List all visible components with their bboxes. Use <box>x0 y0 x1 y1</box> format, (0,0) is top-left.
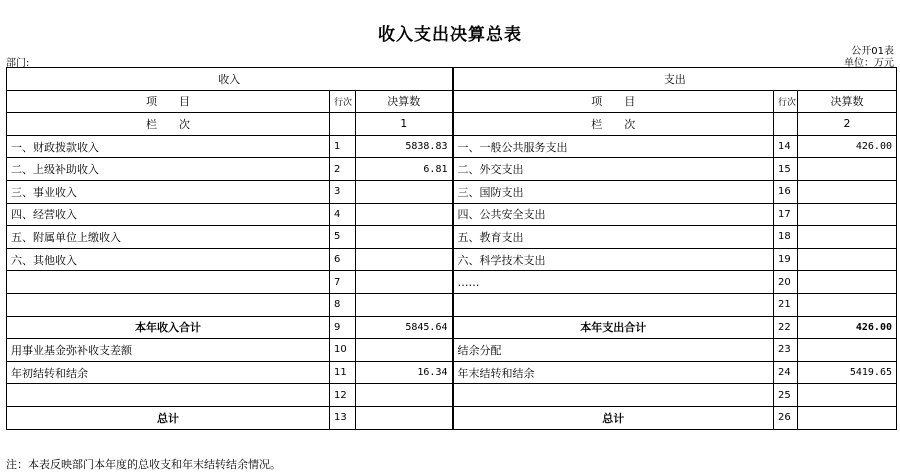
income-amount <box>356 293 453 316</box>
expense-amount <box>798 406 897 429</box>
expense-line-number: 15 <box>774 158 798 181</box>
income-item: 总计 <box>7 406 330 429</box>
income-line-number: 6 <box>330 248 356 271</box>
expense-item: 本年支出合计 <box>453 316 774 339</box>
expense-line-number: 25 <box>774 384 798 407</box>
income-header: 收入 <box>7 68 453 91</box>
income-item: 本年收入合计 <box>7 316 330 339</box>
income-column-number: 1 <box>356 113 453 136</box>
income-item <box>7 293 330 316</box>
column-header-row <box>7 90 897 113</box>
table-row <box>7 180 897 203</box>
section-header-row <box>7 68 897 91</box>
expense-amount <box>798 180 897 203</box>
income-line-blank <box>330 113 356 136</box>
total-row <box>7 406 897 429</box>
expense-line-number: 24 <box>774 361 798 384</box>
income-amount: 6.81 <box>356 158 453 181</box>
expense-amount: 5419.65 <box>798 361 897 384</box>
expense-item: …… <box>453 271 774 294</box>
expense-amount-header: 决算数 <box>798 90 897 113</box>
subtotal-row <box>7 316 897 339</box>
expense-item: 总计 <box>453 406 774 429</box>
income-column-label: 栏 次 <box>7 113 330 136</box>
table-row <box>7 384 897 407</box>
summary-table <box>6 67 897 430</box>
expense-item <box>453 293 774 316</box>
table-row <box>7 361 897 384</box>
expense-amount <box>798 339 897 362</box>
expense-column-label: 栏 次 <box>453 113 774 136</box>
expense-item: 四、公共安全支出 <box>453 203 774 226</box>
expense-line-number: 14 <box>774 135 798 158</box>
expense-item: 六、科学技术支出 <box>453 248 774 271</box>
income-line-header: 行次 <box>330 90 356 113</box>
footnote: 注：本表反映部门本年度的总收支和年末结转结余情况。 <box>6 458 281 471</box>
income-line-number: 9 <box>330 316 356 339</box>
income-item: 四、经营收入 <box>7 203 330 226</box>
expense-amount <box>798 248 897 271</box>
income-amount: 5845.64 <box>356 316 453 339</box>
income-line-number: 11 <box>330 361 356 384</box>
income-line-number: 3 <box>330 180 356 203</box>
expense-line-number: 17 <box>774 203 798 226</box>
expense-item: 三、国防支出 <box>453 180 774 203</box>
income-amount: 5838.83 <box>356 135 453 158</box>
table-row <box>7 226 897 249</box>
expense-item: 五、教育支出 <box>453 226 774 249</box>
expense-amount <box>798 203 897 226</box>
income-item <box>7 271 330 294</box>
income-item: 三、事业收入 <box>7 180 330 203</box>
income-item: 年初结转和结余 <box>7 361 330 384</box>
expense-amount: 426.00 <box>798 316 897 339</box>
income-item-header: 项 目 <box>7 90 330 113</box>
income-amount <box>356 271 453 294</box>
expense-amount <box>798 226 897 249</box>
expense-line-number: 18 <box>774 226 798 249</box>
income-item: 二、上级补助收入 <box>7 158 330 181</box>
expense-item: 年末结转和结余 <box>453 361 774 384</box>
expense-column-number: 2 <box>798 113 897 136</box>
expense-line-blank <box>774 113 798 136</box>
table-row <box>7 135 897 158</box>
expense-item-header: 项 目 <box>453 90 774 113</box>
income-line-number: 2 <box>330 158 356 181</box>
income-line-number: 5 <box>330 226 356 249</box>
expense-amount <box>798 271 897 294</box>
income-amount <box>356 203 453 226</box>
expense-line-number: 26 <box>774 406 798 429</box>
income-amount-header: 决算数 <box>356 90 453 113</box>
page-title: 收入支出决算总表 <box>378 25 522 45</box>
income-item: 六、其他收入 <box>7 248 330 271</box>
table-row <box>7 271 897 294</box>
table-row <box>7 248 897 271</box>
table-row <box>7 203 897 226</box>
form-code: 公开01表 <box>851 46 894 57</box>
income-line-number: 8 <box>330 293 356 316</box>
income-line-number: 10 <box>330 339 356 362</box>
expense-amount <box>798 293 897 316</box>
expense-amount: 426.00 <box>798 135 897 158</box>
expense-amount <box>798 384 897 407</box>
income-line-number: 4 <box>330 203 356 226</box>
unit-label: 单位：万元 <box>844 58 894 69</box>
table-row <box>7 158 897 181</box>
income-amount <box>356 384 453 407</box>
income-line-number: 7 <box>330 271 356 294</box>
expense-header: 支出 <box>453 68 897 91</box>
expense-amount <box>798 158 897 181</box>
column-index-row <box>7 113 897 136</box>
income-item: 五、附属单位上缴收入 <box>7 226 330 249</box>
department-label: 部门: <box>6 58 30 69</box>
table-row <box>7 339 897 362</box>
income-line-number: 1 <box>330 135 356 158</box>
expense-line-number: 21 <box>774 293 798 316</box>
expense-line-number: 20 <box>774 271 798 294</box>
expense-line-number: 23 <box>774 339 798 362</box>
income-amount <box>356 248 453 271</box>
expense-item: 一、一般公共服务支出 <box>453 135 774 158</box>
expense-line-number: 19 <box>774 248 798 271</box>
income-item <box>7 384 330 407</box>
income-amount: 16.34 <box>356 361 453 384</box>
income-item: 用事业基金弥补收支差额 <box>7 339 330 362</box>
income-amount <box>356 180 453 203</box>
expense-line-header: 行次 <box>774 90 798 113</box>
table-row <box>7 293 897 316</box>
expense-item <box>453 384 774 407</box>
expense-item: 二、外交支出 <box>453 158 774 181</box>
income-amount <box>356 339 453 362</box>
income-line-number: 12 <box>330 384 356 407</box>
expense-item: 结余分配 <box>453 339 774 362</box>
income-amount <box>356 226 453 249</box>
income-item: 一、财政拨款收入 <box>7 135 330 158</box>
income-amount <box>356 406 453 429</box>
income-line-number: 13 <box>330 406 356 429</box>
expense-line-number: 22 <box>774 316 798 339</box>
expense-line-number: 16 <box>774 180 798 203</box>
